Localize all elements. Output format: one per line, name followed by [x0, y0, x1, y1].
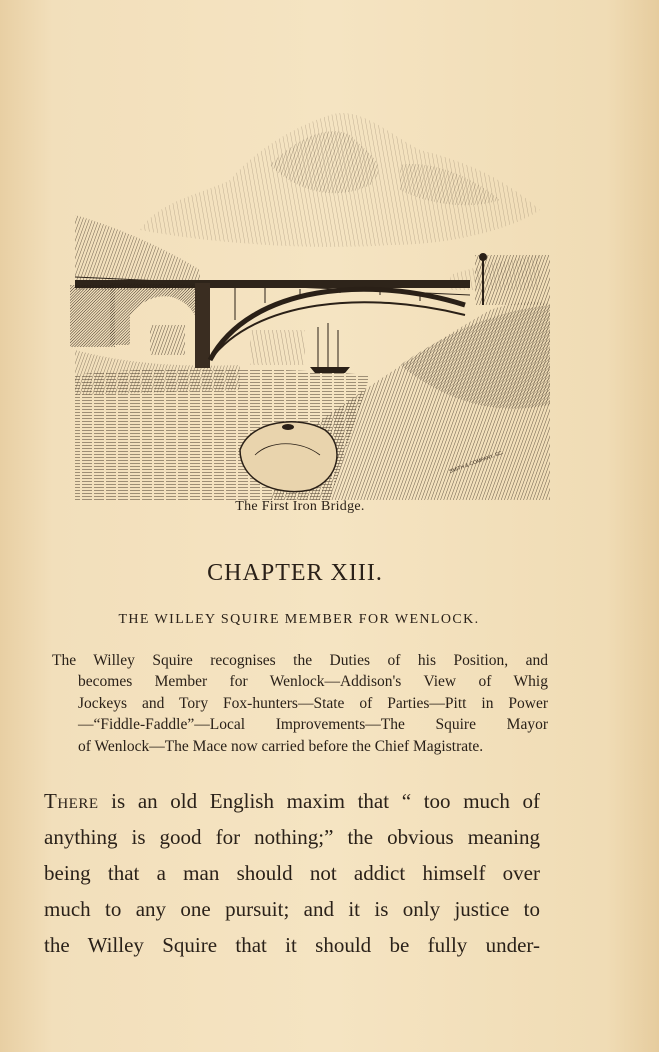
body-paragraph	[44, 783, 540, 963]
chapter-heading: CHAPTER XIII.	[207, 560, 383, 586]
body-line: much to any one pursuit; and it is only justice to	[44, 897, 540, 921]
body-line: the Willey Squire that it should be fully under-	[44, 933, 540, 957]
chapter-synopsis	[52, 650, 548, 757]
illustration-caption: The First Iron Bridge.	[235, 499, 365, 514]
engraver-signature: SMITH & COMPANY, SC.	[448, 449, 505, 475]
synopsis-line: —“Fiddle-Faddle”—Local Improvements—The Squire Mayor	[78, 716, 548, 734]
clouds	[140, 113, 540, 247]
opening-word: There	[44, 789, 99, 813]
synopsis-line: Jockeys and Tory Fox-hunters—State of Parties—Pitt in Power	[78, 694, 548, 712]
chapter-title: THE WILLEY SQUIRE MEMBER FOR WENLOCK.	[118, 612, 480, 627]
iron-bridge-engraving	[70, 105, 555, 500]
synopsis-line: The Willey Squire recognises the Duties of his Position, and	[52, 652, 548, 669]
body-line: being that a man should not addict himself over	[44, 861, 540, 885]
synopsis-line: becomes Member for Wenlock—Addison's View of Whig	[78, 673, 548, 691]
body-line	[44, 783, 540, 819]
body-line: anything is good for nothing;” the obvious meaning	[44, 825, 540, 849]
first-line-text: is an old English maxim that “ too much of	[98, 789, 540, 813]
synopsis-line: of Wenlock—The Mace now carried before the Chief Magistrate.	[78, 737, 484, 755]
